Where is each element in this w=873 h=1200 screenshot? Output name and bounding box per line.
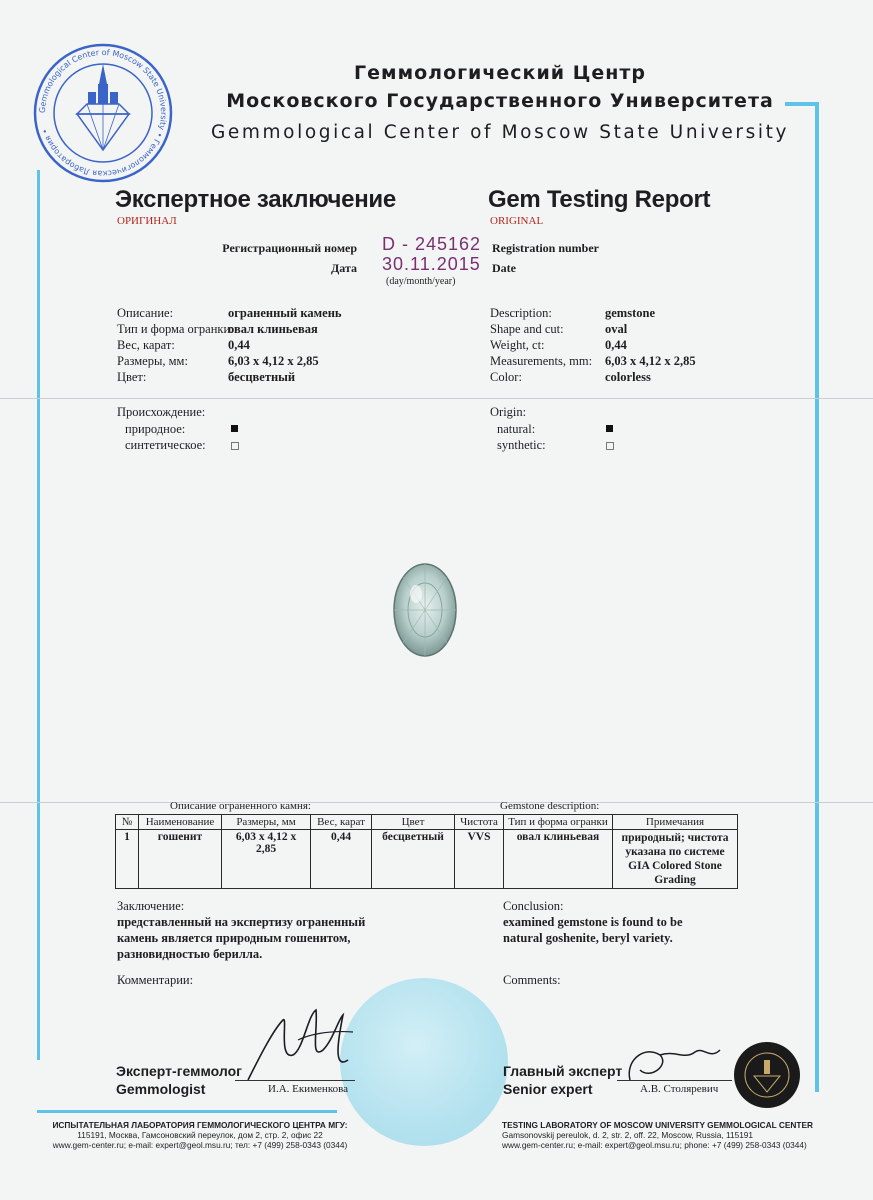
original-label-ru: ОРИГИНАЛ (117, 215, 177, 227)
reg-label-en: Registration number (492, 241, 599, 255)
conclusion-label-en: Conclusion: (503, 899, 564, 913)
footer-en (502, 1120, 822, 1150)
table-row (116, 830, 738, 889)
note-line: природный; чистота (621, 832, 729, 844)
detail-value: 6,03 x 4,12 x 2,85 (605, 354, 696, 368)
detail-value: 0,44 (605, 338, 627, 352)
cell-num: 1 (116, 830, 139, 889)
conclusion-line: представленный на экспертизу ограненный (117, 915, 366, 929)
header-title-en: Gemmological Center of Moscow State University (211, 122, 789, 143)
conclusion-line: examined gemstone is found to be (503, 915, 683, 929)
detail-value: бесцветный (228, 370, 296, 384)
detail-value: ограненный камень (228, 306, 342, 320)
col-header-cut: Тип и форма огранки (504, 815, 613, 830)
table-header-row (116, 815, 738, 830)
frame-line-bottom (37, 1110, 337, 1113)
col-header-size: Размеры, мм (222, 815, 311, 830)
footer-line: 115191, Москва, Гамсоновский переулок, дом 2, стр. 2, офис 22 (77, 1130, 323, 1140)
cell-name: гошенит (139, 830, 222, 889)
col-header-name: Наименование (139, 815, 222, 830)
detail-value: 0,44 (228, 338, 250, 352)
col-header-weight: Вес, карат (311, 815, 372, 830)
details-en-values (605, 305, 696, 385)
detail-label: Shape and cut: (490, 322, 564, 336)
synthetic-checkbox-en (606, 442, 614, 450)
gemmologist-name: И.А. Екименкова (268, 1083, 349, 1095)
cell-notes (613, 830, 738, 889)
senior-role-ru: Главный эксперт (503, 1063, 623, 1079)
gemmologist-role-ru: Эксперт-геммолог (116, 1063, 242, 1079)
detail-label: Цвет: (117, 370, 147, 384)
detail-value: gemstone (605, 306, 655, 320)
registration-number: D - 245162 (382, 234, 482, 254)
note-line: GIA Colored Stone Grading (628, 860, 722, 886)
col-header-notes: Примечания (613, 815, 738, 830)
detail-label: Описание: (117, 306, 174, 320)
reg-label-ru: Регистрационный номер (222, 241, 357, 255)
cell-size: 6,03 x 4,12 x 2,85 (222, 830, 311, 889)
senior-role-en: Senior expert (503, 1081, 593, 1097)
date-format: (day/month/year) (386, 276, 456, 287)
conclusion-text-ru (117, 914, 365, 962)
frame-line-left (37, 170, 40, 1060)
origin-label-ru: Происхождение: (117, 405, 206, 419)
report-title-ru: Экспертное заключение (115, 186, 396, 213)
gemmologist-role-en: Gemmologist (116, 1081, 206, 1097)
origin-synthetic-ru: синтетическое: (125, 438, 206, 452)
footer-line: Gamsonovskij pereulok, d. 2, str. 2, off. 22, Moscow, Russia, 115191 (502, 1130, 754, 1140)
header-title-ru-1: Геммологический Центр (354, 62, 646, 84)
col-header-num: № (116, 815, 139, 830)
natural-checkbox-ru (231, 425, 238, 432)
synthetic-checkbox-ru (231, 442, 239, 450)
header-title-ru-2: Московского Государственного Университета (226, 90, 774, 112)
date-label-ru: Дата (331, 261, 357, 275)
conclusion-line: natural goshenite, beryl variety. (503, 931, 673, 945)
conclusion-line: камень является природным гошенитом, (117, 931, 351, 945)
gemstone-table (115, 814, 738, 889)
detail-value: 6,03 x 4,12 x 2,85 (228, 354, 319, 368)
report-date: 30.11.2015 (382, 254, 481, 274)
table-caption-en: Gemstone description: (500, 800, 600, 812)
details-en-labels (490, 305, 592, 385)
detail-label: Размеры, мм: (117, 354, 188, 368)
gemstone-photo (390, 560, 460, 660)
detail-label: Description: (490, 306, 552, 320)
col-header-clarity: Чистота (455, 815, 504, 830)
senior-expert-signature (615, 1030, 735, 1090)
report-title-en: Gem Testing Report (488, 186, 711, 213)
detail-value: oval (605, 322, 628, 336)
cell-weight: 0,44 (311, 830, 372, 889)
details-ru-values (228, 305, 342, 385)
gemmologist-signature (238, 1000, 368, 1090)
comments-label-ru: Комментарии: (117, 973, 194, 987)
detail-value: colorless (605, 370, 651, 384)
seal-ring-text: Gemmological Center of Moscow State University • Геммологическая Лаборатория • (37, 47, 169, 179)
fold-line (0, 398, 873, 399)
table-caption-ru: Описание ограненного камня: (170, 800, 311, 812)
detail-label: Weight, ct: (490, 338, 545, 352)
conclusion-text-en (503, 914, 683, 946)
conclusion-line: разновидностью берилла. (117, 947, 263, 961)
footer-line: TESTING LABORATORY OF MOSCOW UNIVERSITY GEMMOLOGICAL CENTER (502, 1120, 813, 1130)
origin-label-en: Origin: (490, 405, 527, 419)
details-ru-labels (117, 305, 234, 385)
senior-expert-name: А.В. Столяревич (640, 1083, 719, 1095)
footer-line: www.gem-center.ru; e-mail: expert@geol.msu.ru; phone: +7 (499) 258-0343 (0344) (502, 1140, 807, 1150)
frame-line-right (815, 102, 819, 1092)
university-seal-icon (32, 42, 174, 184)
detail-value: овал клиньевая (228, 322, 318, 336)
cell-color: бесцветный (372, 830, 455, 889)
cell-clarity: VVS (455, 830, 504, 889)
original-label-en: ORIGINAL (490, 215, 544, 227)
comments-label-en: Comments: (503, 973, 561, 987)
footer-ru (40, 1120, 360, 1150)
detail-label: Color: (490, 370, 522, 384)
fold-line (0, 802, 873, 803)
conclusion-label-ru: Заключение: (117, 899, 185, 913)
laboratory-stamp-icon (732, 1040, 802, 1110)
origin-natural-en: natural: (497, 422, 536, 436)
footer-line: www.gem-center.ru; e-mail: expert@geol.msu.ru; тел: +7 (499) 258-0343 (0344) (52, 1140, 348, 1150)
col-header-color: Цвет (372, 815, 455, 830)
date-label-en: Date (492, 261, 516, 275)
footer-line: ИСПЫТАТЕЛЬНАЯ ЛАБОРАТОРИЯ ГЕММОЛОГИЧЕСКОГО ЦЕНТРА МГУ: (52, 1120, 348, 1130)
origin-natural-ru: природное: (125, 422, 186, 436)
cell-cut: овал клиньевая (504, 830, 613, 889)
detail-label: Вес, карат: (117, 338, 175, 352)
note-line: указана по системе (625, 846, 725, 858)
detail-label: Тип и форма огранки: (117, 322, 234, 336)
natural-checkbox-en (606, 425, 613, 432)
detail-label: Measurements, mm: (490, 354, 593, 368)
origin-synthetic-en: synthetic: (497, 438, 546, 452)
